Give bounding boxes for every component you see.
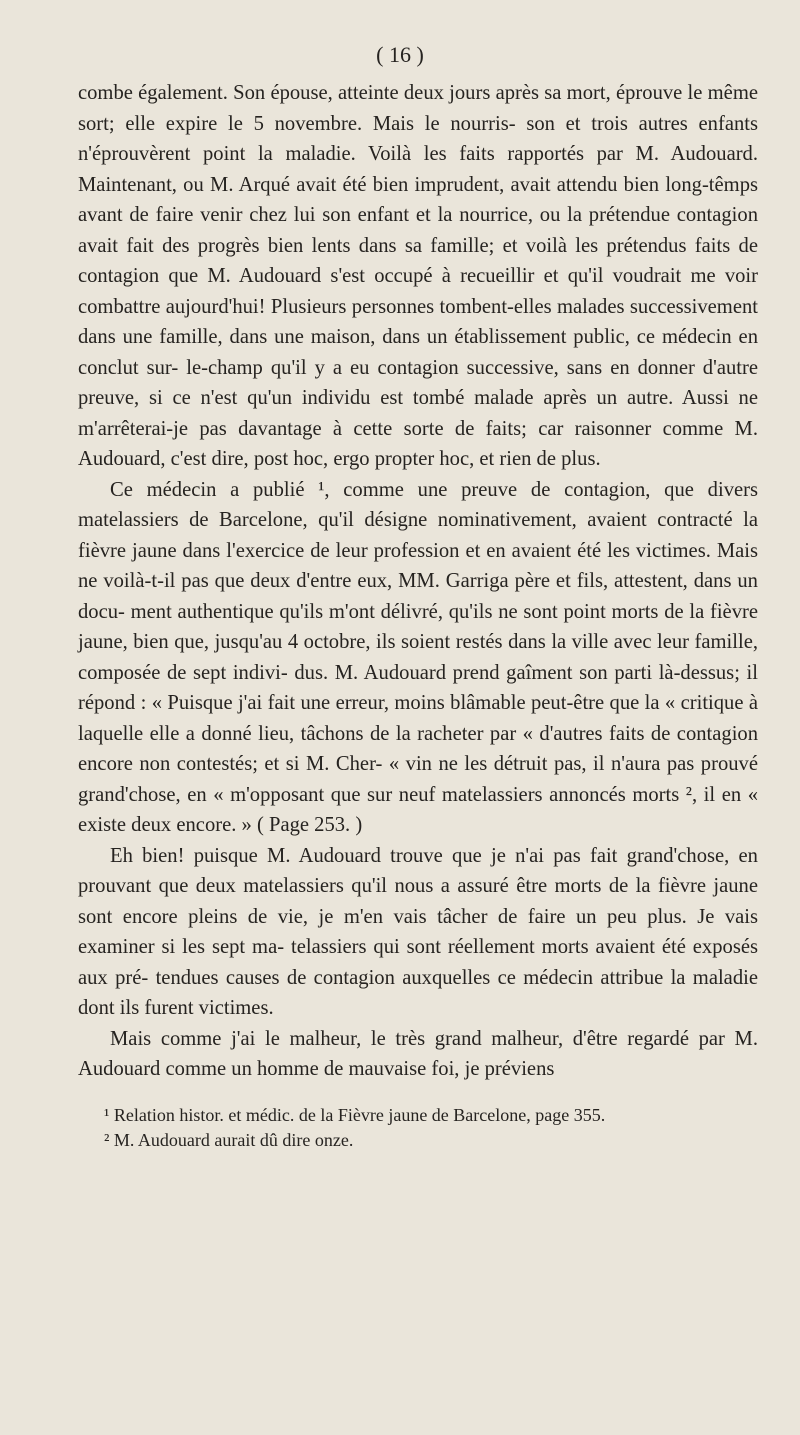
- text-line: vais tâcher de faire un peu plus. Je vais examiner si les sept ma-: [78, 905, 759, 958]
- text-line: chez lui son enfant et la nourrice, ou la prétendue contagion avait: [78, 204, 758, 257]
- text-line: fait des progrès bien lents dans sa famille; et voilà les prétendus: [126, 234, 687, 257]
- text-line: « d'autres faits de contagion encore non contestés; et si M. Cher-: [78, 722, 759, 775]
- text-line: son et trois autres enfants n'éprouvèrent point la maladie. Voilà les: [78, 112, 758, 165]
- footnotes: [78, 1103, 758, 1153]
- text-line: et en avaient été les victimes. Mais ne voilà-t-il pas que deux: [78, 539, 759, 592]
- text-line: combe également. Son épouse, atteinte deux jours après sa mort,: [78, 82, 611, 104]
- text-line: grand'chose, en prouvant que deux matelassiers qu'il nous a assuré: [78, 844, 758, 897]
- footnote-1: ¹ Relation histor. et médic. de la Fièvre jaune de Barcelone, page 355.: [104, 1104, 606, 1125]
- text-line: « existe deux encore. » ( Page 253. ): [78, 783, 759, 836]
- text-line: restés dans la ville avec leur famille, composée de sept indivi-: [78, 631, 758, 684]
- paragraph-3: [78, 841, 758, 1024]
- text-line: « vin ne les détruit pas, il n'aura pas prouvé grand'chose, en: [78, 753, 758, 806]
- paragraph-1: [78, 78, 758, 475]
- text-line: maladie dont ils furent victimes.: [78, 966, 758, 1019]
- text-line: par M. Audouard comme un homme de mauvaise foi, je préviens: [78, 1027, 758, 1080]
- footnote-2: ² M. Audouard aurait dû dire onze.: [104, 1129, 354, 1150]
- text-line: « m'opposant que sur neuf matelassiers annoncés morts ², il en: [213, 783, 742, 806]
- text-line: maison, dans un établissement public, ce médecin en conclut sur-: [78, 326, 758, 379]
- text-line: tendues causes de contagion auxquelles ce médecin attribue la: [155, 966, 686, 989]
- text-line: bien imprudent, avait attendu bien long-têmps avant de faire venir: [78, 173, 758, 226]
- text-line: faits rapportés par M. Audouard. Maintenant, ou M. Arqué avait été: [78, 143, 759, 196]
- page-number: ( 16 ): [376, 42, 424, 67]
- text-line: éprouve le même sort; elle expire le 5 novembre. Mais le nourris-: [78, 82, 758, 135]
- text-line: tombent-elles malades successivement dans une famille, dans une: [78, 295, 758, 348]
- text-line: telassiers qui sont réellement morts avaient été exposés aux pré-: [78, 936, 758, 989]
- text-line: Mais comme j'ai le malheur, le très grand malheur, d'être regardé: [110, 1027, 689, 1050]
- text-line: d'entre eux, MM. Garriga père et fils, attestent, dans un docu-: [78, 570, 758, 623]
- text-line: qu'il voudrait me voir combattre aujourd'hui! Plusieurs personnes: [78, 265, 759, 318]
- paragraph-2: [78, 475, 758, 841]
- text-line: le-champ qu'il y a eu contagion successive, sans en donner d'autre: [186, 356, 758, 379]
- text-line: faits de contagion que M. Audouard s'est occupé à recueillir et: [78, 234, 758, 287]
- text-line: autre. Aussi ne m'arrêterai-je pas davantage à cette sorte de faits;: [78, 387, 758, 440]
- text-line: Ce médecin a publié ¹, comme une preuve de contagion, que: [110, 478, 694, 501]
- text-line: ment authentique qu'ils m'ont délivré, qu'ils ne sont point morts: [130, 600, 659, 623]
- body-text: [78, 78, 758, 1085]
- text-line: être morts de la fièvre jaune sont encore pleins de vie, je m'en: [78, 875, 758, 928]
- text-line: Eh bien! puisque M. Audouard trouve que je n'ai pas fait: [110, 844, 618, 867]
- paragraph-4: [78, 1024, 758, 1085]
- text-line: hoc, et rien de plus.: [439, 448, 601, 470]
- text-line: preuve, si ce n'est qu'un individu est tombé malade après un: [78, 387, 618, 409]
- text-line: « critique à laquelle elle a donné lieu, tâchons de la racheter par: [78, 692, 759, 745]
- text-line: dus. M. Audouard prend gaîment son parti là-dessus; il répond :: [78, 661, 758, 714]
- text-line: car raisonner comme M. Audouard, c'est dire, post hoc, ergo propter: [78, 417, 758, 470]
- text-line: de la fièvre jaune, bien que, jusqu'au 4 octobre, ils soient: [78, 600, 758, 653]
- text-line: avaient contracté la fièvre jaune dans l'exercice de leur profession: [78, 509, 758, 562]
- text-line: divers matelassiers de Barcelone, qu'il désigne nominativement,: [78, 478, 758, 531]
- text-line: « Puisque j'ai fait une erreur, moins blâmable peut-être que la: [151, 692, 660, 714]
